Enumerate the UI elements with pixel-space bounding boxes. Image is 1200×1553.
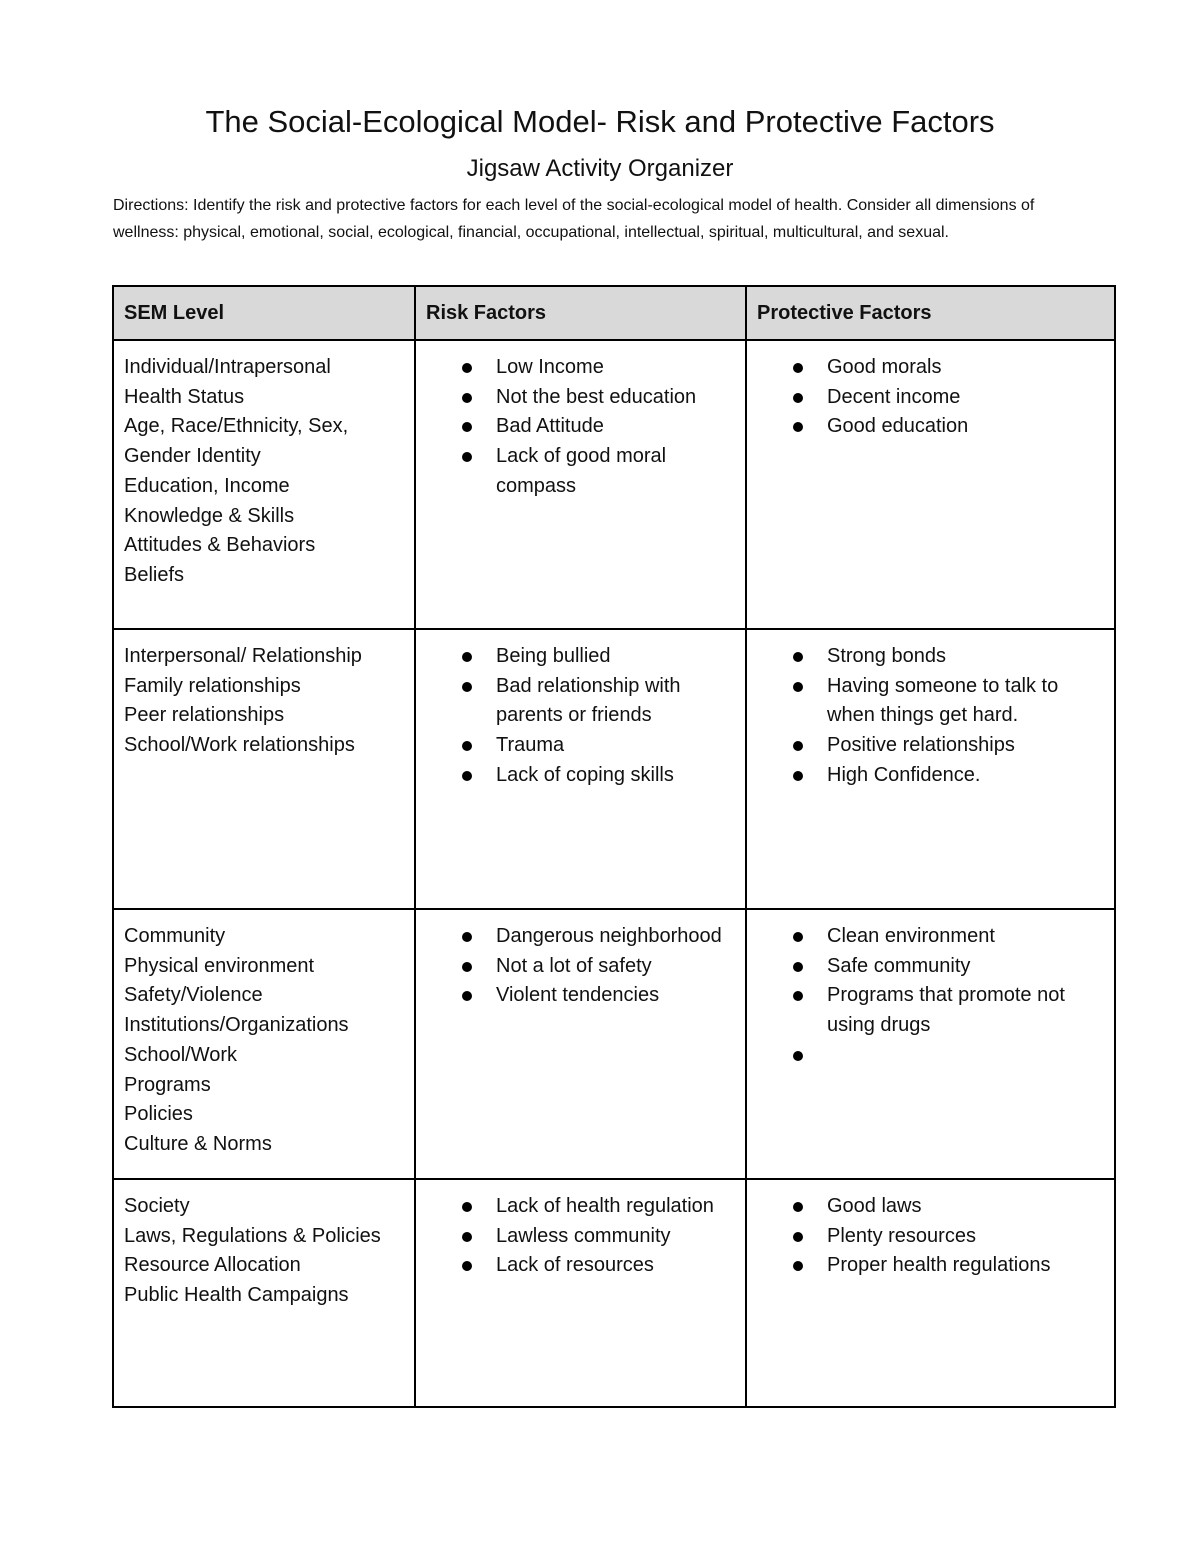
- sem-level-line: Community: [124, 925, 226, 947]
- protective-factor-item: [747, 952, 1106, 982]
- sem-level-cell: [113, 629, 415, 909]
- factor-text: Low Income: [496, 356, 604, 378]
- risk-factor-item: [416, 412, 737, 442]
- bullet-icon: [793, 363, 803, 373]
- bullet-icon: [793, 1232, 803, 1242]
- sem-level-line: Institutions/Organizations: [124, 1014, 349, 1037]
- factor-text: Bad Attitude: [496, 415, 604, 438]
- sem-level-line: Individual/Intrapersonal: [124, 356, 331, 378]
- bullet-icon: [793, 932, 803, 942]
- protective-factor-item: [747, 761, 1106, 791]
- risk-factor-item: [416, 761, 737, 791]
- bullet-icon: [793, 771, 803, 781]
- sem-level-line: Interpersonal/ Relationship: [124, 645, 362, 667]
- bullet-icon: [462, 452, 472, 462]
- factor-text: Bad relationship with parents or friends: [496, 674, 681, 727]
- header-sem-level: SEM Level: [113, 286, 415, 340]
- sem-level-line: Culture & Norms: [124, 1132, 272, 1155]
- protective-factor-item: [747, 383, 1106, 413]
- sem-level-line: School/Work: [124, 1043, 238, 1066]
- sem-table: [112, 285, 1116, 1408]
- risk-factors-cell: [415, 909, 746, 1179]
- bullet-icon: [462, 363, 472, 373]
- table-row: [113, 340, 1115, 629]
- protective-factor-item: [747, 922, 1106, 952]
- sem-level-line: Age, Race/Ethnicity, Sex,: [124, 415, 349, 438]
- sem-level-line: Policies: [124, 1103, 193, 1126]
- factor-text: Proper health regulations: [827, 1254, 1051, 1277]
- bullet-icon: [462, 1261, 472, 1271]
- bullet-icon: [793, 1051, 803, 1061]
- risk-factor-item: [416, 672, 737, 731]
- table-row: [113, 1179, 1115, 1407]
- factor-text: High Confidence.: [827, 763, 981, 786]
- factor-text: Clean environment: [827, 925, 995, 947]
- protective-factor-item: [747, 1222, 1106, 1252]
- protective-factors-cell: [746, 340, 1115, 629]
- header-protective-factors: Protective Factors: [746, 286, 1115, 340]
- bullet-icon: [793, 1261, 803, 1271]
- directions-text: Directions: Identify the risk and protective factors for each level of the social-ecological model of health. Consider all dimensions of wellness: physical, emotional, social, ecological, financial, occupational, intellectual, spiritual, multicultural, and sexual.: [113, 197, 1035, 241]
- factor-text: Good morals: [827, 356, 942, 378]
- bullet-icon: [793, 962, 803, 972]
- factor-text: Lack of resources: [496, 1254, 654, 1277]
- sem-level-line: Beliefs: [124, 563, 185, 586]
- protective-factors-cell: [746, 1179, 1115, 1407]
- bullet-icon: [462, 741, 472, 751]
- sem-level-cell: [113, 1179, 415, 1407]
- protective-factor-item: [747, 672, 1106, 731]
- risk-factor-item: [416, 981, 737, 1011]
- bullet-icon: [462, 1232, 472, 1242]
- header-risk-factors: Risk Factors: [415, 286, 746, 340]
- protective-factor-item: [747, 1041, 1106, 1071]
- document-subtitle: Jigsaw Activity Organizer: [466, 155, 734, 182]
- bullet-icon: [793, 991, 803, 1001]
- factor-text: Lack of health regulation: [496, 1195, 714, 1217]
- sem-level-line: Peer relationships: [124, 704, 285, 727]
- sem-level-line: Gender Identity: [124, 445, 261, 468]
- sem-level-line: Public Health Campaigns: [124, 1284, 349, 1307]
- sem-level-line: Safety/Violence: [124, 984, 263, 1007]
- risk-factors-cell: [415, 1179, 746, 1407]
- sem-level-line: Knowledge & Skills: [124, 504, 295, 527]
- bullet-icon: [793, 393, 803, 403]
- sem-level-cell: [113, 909, 415, 1179]
- risk-factor-item: [416, 1222, 737, 1252]
- table-row: [113, 629, 1115, 909]
- sem-level-line: Resource Allocation: [124, 1254, 301, 1277]
- factor-text: Strong bonds: [827, 645, 946, 667]
- protective-factor-item: [747, 353, 1106, 383]
- sem-level-line: Physical environment: [124, 954, 315, 977]
- factor-text: Not a lot of safety: [496, 954, 652, 977]
- risk-factor-item: [416, 353, 737, 383]
- factor-text: Good laws: [827, 1195, 922, 1217]
- risk-factor-item: [416, 731, 737, 761]
- factor-text: Trauma: [496, 734, 565, 757]
- bullet-icon: [793, 682, 803, 692]
- bullet-icon: [462, 962, 472, 972]
- risk-factor-item: [416, 442, 737, 501]
- bullet-icon: [793, 652, 803, 662]
- bullet-icon: [462, 932, 472, 942]
- sem-level-line: Society: [124, 1195, 190, 1217]
- factor-text: Safe community: [827, 954, 971, 977]
- protective-factor-item: [747, 731, 1106, 761]
- protective-factors-cell: [746, 629, 1115, 909]
- factor-text: Good education: [827, 415, 969, 438]
- risk-factor-item: [416, 952, 737, 982]
- bullet-icon: [793, 1202, 803, 1212]
- protective-factor-item: [747, 642, 1106, 672]
- protective-factor-item: [747, 1192, 1106, 1222]
- factor-text: Decent income: [827, 385, 961, 408]
- factor-text: Violent tendencies: [496, 984, 660, 1007]
- risk-factor-item: [416, 642, 737, 672]
- sem-level-line: Attitudes & Behaviors: [124, 534, 316, 557]
- factor-text: Having someone to talk to when things get hard.: [827, 674, 1059, 727]
- factor-text: Dangerous neighborhood: [496, 925, 722, 947]
- sem-level-line: Health Status: [124, 385, 245, 408]
- factor-text: Lawless community: [496, 1224, 671, 1247]
- bullet-icon: [462, 771, 472, 781]
- risk-factors-cell: [415, 340, 746, 629]
- protective-factor-item: [747, 1251, 1106, 1281]
- bullet-icon: [462, 682, 472, 692]
- factor-text: Not the best education: [496, 385, 697, 408]
- bullet-icon: [462, 1202, 472, 1212]
- factor-text: Positive relationships: [827, 734, 1015, 757]
- factor-text: Programs that promote not using drugs: [827, 984, 1065, 1037]
- sem-level-line: School/Work relationships: [124, 734, 355, 757]
- bullet-icon: [462, 652, 472, 662]
- protective-factor-item: [747, 412, 1106, 442]
- factor-text: Lack of coping skills: [496, 763, 674, 786]
- risk-factor-item: [416, 1192, 737, 1222]
- bullet-icon: [793, 422, 803, 432]
- sem-level-cell: [113, 340, 415, 629]
- factor-text: Plenty resources: [827, 1224, 976, 1247]
- risk-factor-item: [416, 1251, 737, 1281]
- sem-level-line: Laws, Regulations & Policies: [124, 1224, 381, 1247]
- factor-text: Lack of good moral compass: [496, 445, 667, 497]
- sem-level-line: Education, Income: [124, 474, 290, 497]
- table-header-row: [113, 286, 1115, 340]
- protective-factors-cell: [746, 909, 1115, 1179]
- sem-level-line: Programs: [124, 1073, 211, 1096]
- bullet-icon: [462, 991, 472, 1001]
- risk-factor-item: [416, 383, 737, 413]
- bullet-icon: [462, 422, 472, 432]
- sem-level-line: Family relationships: [124, 674, 301, 697]
- bullet-icon: [793, 741, 803, 751]
- factor-text: Being bullied: [496, 645, 611, 667]
- bullet-icon: [462, 393, 472, 403]
- risk-factor-item: [416, 922, 737, 952]
- document-title: The Social-Ecological Model- Risk and Protective Factors: [205, 104, 995, 139]
- risk-factors-cell: [415, 629, 746, 909]
- table-row: [113, 909, 1115, 1179]
- protective-factor-item: [747, 981, 1106, 1040]
